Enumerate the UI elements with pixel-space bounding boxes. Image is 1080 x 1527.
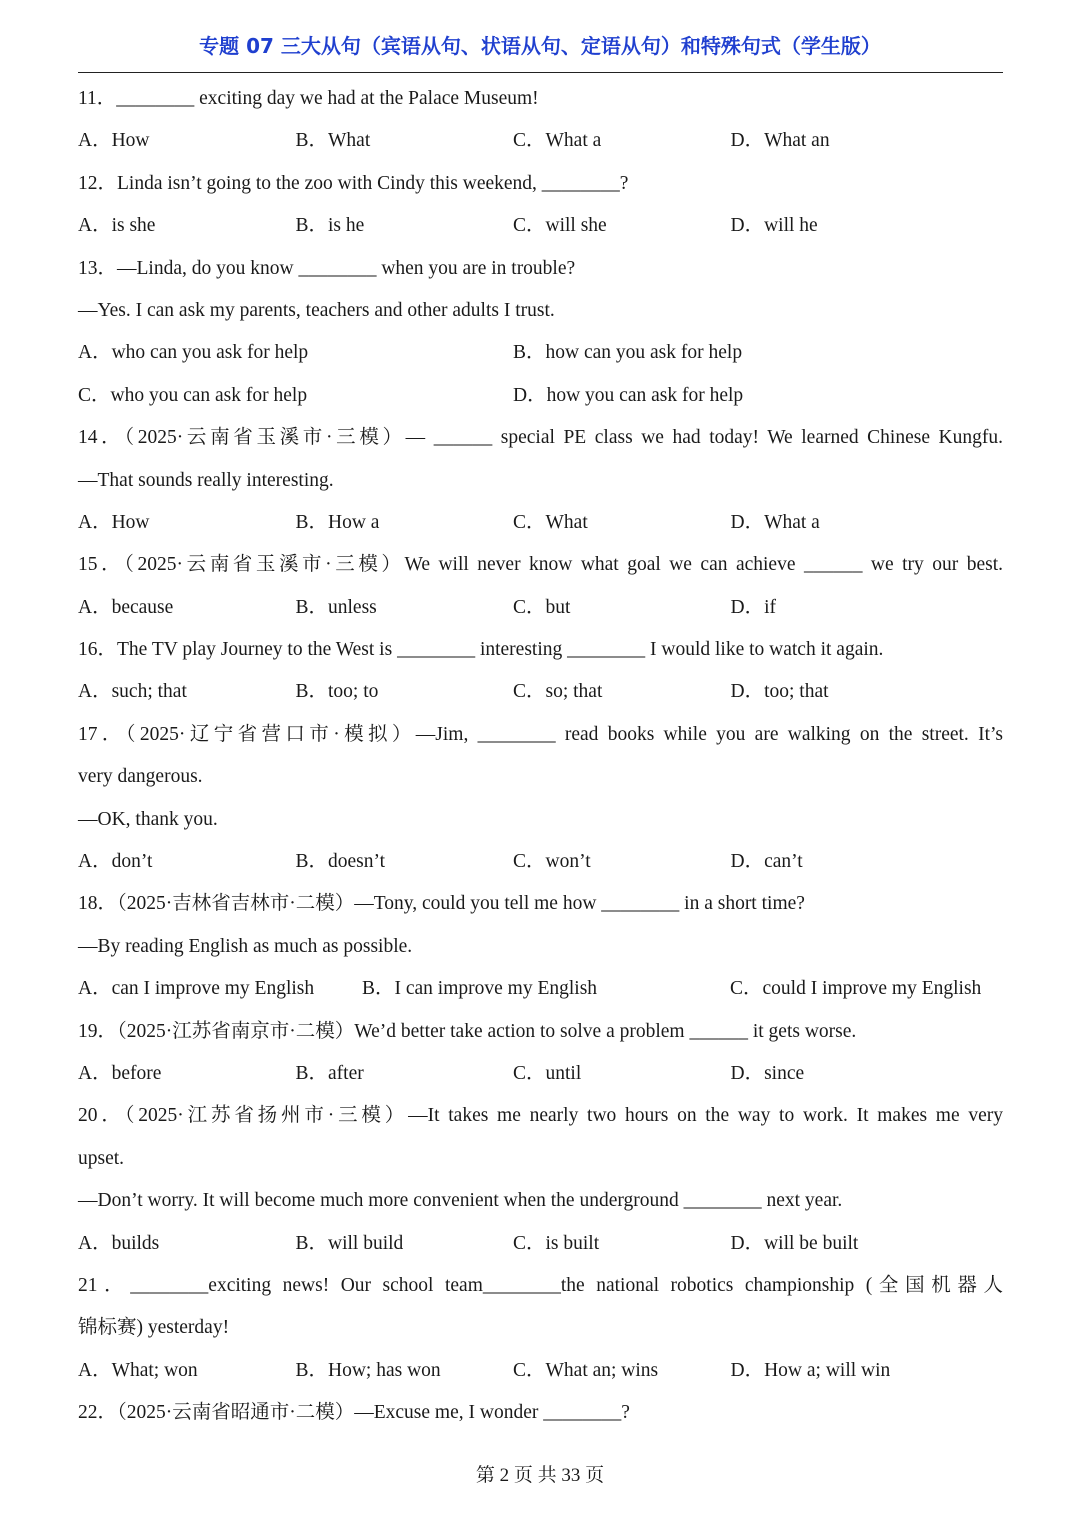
option-a[interactable]: A．who can you ask for help — [78, 342, 309, 364]
option-d[interactable]: D．will he — [730, 215, 818, 237]
option-b[interactable]: B．unless — [295, 596, 377, 618]
option-c[interactable]: C．but — [513, 596, 571, 618]
option-b[interactable]: B．how can you ask for help — [513, 342, 743, 364]
question-list — [78, 78, 1003, 1435]
question-19-options — [78, 1053, 1003, 1095]
option-d[interactable]: D．since — [730, 1062, 805, 1084]
option-b[interactable]: B．will build — [295, 1232, 404, 1254]
question-21-stem: 21．________exciting news! Our school team________the national robotics championship (全国机器人 — [78, 1274, 1003, 1296]
option-c[interactable]: C．will she — [513, 215, 607, 237]
question-12-stem: 12．Linda isn’t going to the zoo with Cindy this weekend, ________? — [78, 172, 629, 194]
option-d[interactable]: D．What an — [730, 130, 830, 152]
question-15-options — [78, 587, 1003, 629]
option-c[interactable]: C．could I improve my English — [730, 978, 982, 1000]
question-17-stem: 17．（2025·辽宁省营口市·模拟）—Jim, ________ read books while you are walking on the street. It’s — [78, 723, 1003, 745]
option-b[interactable]: B．How; has won — [295, 1359, 441, 1381]
question-18-options — [78, 968, 1003, 1010]
question-14-options — [78, 502, 1003, 544]
option-c[interactable]: C．is built — [513, 1232, 600, 1254]
header-divider — [78, 72, 1003, 73]
question-21-options — [78, 1350, 1003, 1392]
option-a[interactable]: A．because — [78, 596, 174, 618]
option-d[interactable]: D．What a — [730, 511, 820, 533]
option-a[interactable]: A．can I improve my English — [78, 978, 315, 1000]
question-21-stem-cont: 锦标赛) yesterday! — [78, 1317, 230, 1339]
question-19-stem: 19．（2025·江苏省南京市·二模）We’d better take action to solve a problem ______ it gets worse. — [78, 1020, 857, 1042]
option-d[interactable]: D．too; that — [730, 681, 829, 703]
page-title: 专题 07 三大从句（宾语从句、状语从句、定语从句）和特殊句式（学生版） — [199, 34, 881, 58]
question-16-options — [78, 671, 1003, 713]
option-c[interactable]: C．who you can ask for help — [78, 384, 308, 406]
question-17-stem-cont: very dangerous. — [78, 766, 203, 788]
question-18-stem: 18．（2025·吉林省吉林市·二模）—Tony, could you tell me how ________ in a short time? — [78, 893, 805, 915]
question-12-options — [78, 205, 1003, 247]
option-b[interactable]: B．is he — [295, 215, 365, 237]
option-a[interactable]: A．How — [78, 511, 150, 533]
option-b[interactable]: B．I can improve my English — [362, 978, 598, 1000]
question-22-stem: 22．（2025·云南省昭通市·二模）—Excuse me, I wonder ________? — [78, 1402, 630, 1424]
option-c[interactable]: C．What a — [513, 130, 602, 152]
option-a[interactable]: A．What; won — [78, 1359, 198, 1381]
question-13-reply: —Yes. I can ask my parents, teachers and other adults I trust. — [78, 299, 555, 321]
question-15-stem: 15．（2025·云南省玉溪市·三模）We will never know what goal we can achieve ______ we try our best. — [78, 554, 1003, 576]
question-16-stem: 16．The TV play Journey to the West is ________ interesting ________ I would like to watch it again. — [78, 639, 884, 661]
option-b[interactable]: B．What — [295, 130, 371, 152]
option-c[interactable]: C．What an; wins — [513, 1359, 659, 1381]
question-17-reply: —OK, thank you. — [78, 808, 218, 830]
page-number: 第 2 页 共 33 页 — [475, 1465, 605, 1486]
option-a[interactable]: A．such; that — [78, 681, 187, 703]
option-b[interactable]: B．How a — [295, 511, 380, 533]
question-20-options — [78, 1223, 1003, 1265]
option-b[interactable]: B．after — [295, 1062, 364, 1084]
option-a[interactable]: A．don’t — [78, 851, 153, 873]
option-d[interactable]: D．if — [730, 596, 776, 618]
option-b[interactable]: B．doesn’t — [295, 851, 386, 873]
option-a[interactable]: A．How — [78, 130, 150, 152]
option-c[interactable]: C．What — [513, 511, 588, 533]
option-a[interactable]: A．before — [78, 1062, 162, 1084]
question-20-stem: 20．（2025·江苏省扬州市·三模）—It takes me nearly two hours on the way to work. It makes me very — [78, 1105, 1003, 1127]
option-d[interactable]: D．will be built — [730, 1232, 859, 1254]
option-c[interactable]: C．won’t — [513, 851, 591, 873]
question-14-stem: 14．（2025·云南省玉溪市·三模）— ______ special PE class we had today! We learned Chinese Kungfu. — [78, 427, 1003, 449]
question-20-reply: —Don’t worry. It will become much more convenient when the underground ________ next year. — [78, 1190, 843, 1212]
question-13-options-row2 — [78, 375, 1003, 417]
option-b[interactable]: B．too; to — [295, 681, 379, 703]
option-a[interactable]: A．is she — [78, 215, 156, 237]
question-11-options — [78, 120, 1003, 162]
option-c[interactable]: C．so; that — [513, 681, 603, 703]
question-17-options — [78, 841, 1003, 883]
question-13-stem: 13．—Linda, do you know ________ when you are in trouble? — [78, 257, 576, 279]
option-d[interactable]: D．how you can ask for help — [513, 384, 744, 406]
question-18-reply: —By reading English as much as possible. — [78, 935, 413, 957]
question-20-stem-cont: upset. — [78, 1147, 125, 1169]
option-c[interactable]: C．until — [513, 1062, 582, 1084]
question-14-reply: —That sounds really interesting. — [78, 469, 334, 491]
question-13-options-row1 — [78, 332, 1003, 374]
question-11-stem: 11．________ exciting day we had at the Palace Museum! — [78, 88, 539, 109]
option-d[interactable]: D．How a; will win — [730, 1359, 891, 1381]
option-a[interactable]: A．builds — [78, 1232, 160, 1254]
option-d[interactable]: D．can’t — [730, 851, 803, 873]
